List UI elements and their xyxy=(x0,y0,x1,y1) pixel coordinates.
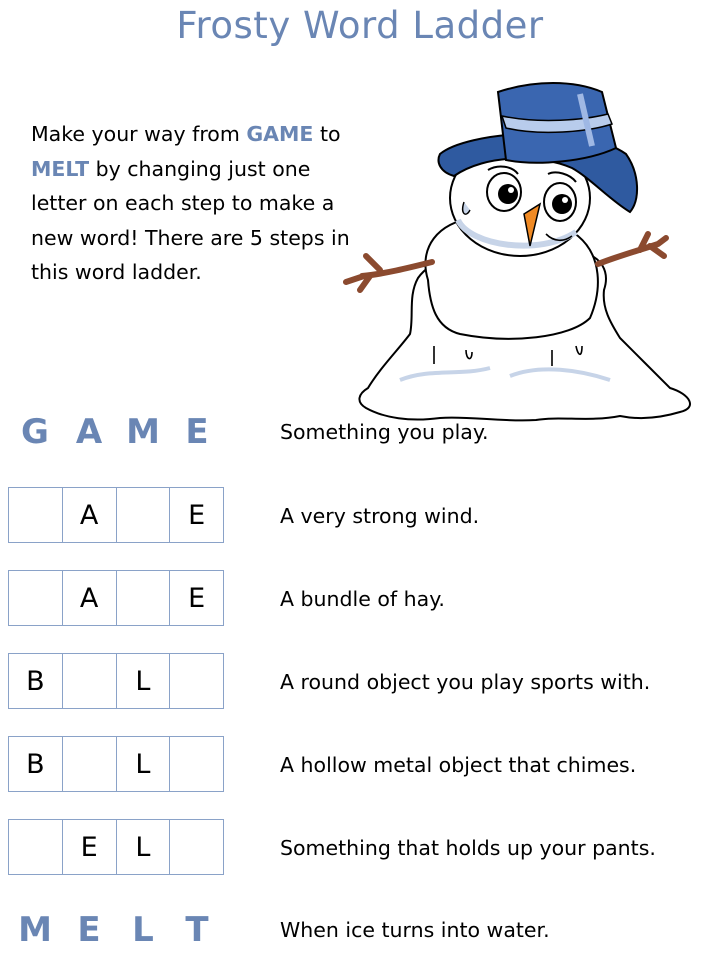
right-eye-glint xyxy=(562,197,568,203)
instructions-text-3: by changing just one letter on each step to make a new word! There are 5 steps in this word ladder. xyxy=(31,156,350,284)
start-letter: E xyxy=(185,412,209,452)
letter-box[interactable] xyxy=(117,571,171,625)
clue-5: Something that holds up your pants. xyxy=(280,836,656,860)
page-title: Frosty Word Ladder xyxy=(176,4,544,47)
letter-box[interactable] xyxy=(63,737,117,791)
end-letter: M xyxy=(18,910,52,950)
letter-box[interactable]: B xyxy=(9,654,63,708)
end-letter: E xyxy=(77,910,101,950)
letter-box[interactable]: A xyxy=(63,488,117,542)
letter-box[interactable] xyxy=(117,488,171,542)
letter-box[interactable] xyxy=(9,820,63,874)
letter-box[interactable] xyxy=(9,488,63,542)
start-word xyxy=(8,412,224,452)
letter-box[interactable]: L xyxy=(117,737,171,791)
letter-box[interactable] xyxy=(170,654,223,708)
instructions-text-1: Make your way from xyxy=(31,122,247,146)
ladder-row-3 xyxy=(8,653,224,709)
right-arm xyxy=(598,234,666,264)
melting-snowman-illustration xyxy=(340,50,696,426)
start-letter: G xyxy=(21,412,49,452)
left-eye-glint xyxy=(508,187,514,193)
end-letter: T xyxy=(185,910,209,950)
ladder-row-1 xyxy=(8,487,224,543)
letter-box[interactable]: B xyxy=(9,737,63,791)
end-word xyxy=(8,910,224,950)
letter-box[interactable]: E xyxy=(188,499,206,531)
instructions-text-2: to xyxy=(313,122,341,146)
letter-box[interactable]: L xyxy=(117,820,171,874)
start-clue: Something you play. xyxy=(280,420,489,444)
start-letter: A xyxy=(75,412,103,452)
clue-3: A round object you play sports with. xyxy=(280,670,651,694)
ladder-row-4 xyxy=(8,736,224,792)
letter-box[interactable] xyxy=(170,820,223,874)
ladder-row-2 xyxy=(8,570,224,626)
clue-2: A bundle of hay. xyxy=(280,587,445,611)
letter-box[interactable]: A xyxy=(63,571,117,625)
start-letter: M xyxy=(126,412,160,452)
clue-1: A very strong wind. xyxy=(280,504,480,528)
end-clue: When ice turns into water. xyxy=(280,918,550,942)
letter-box[interactable]: L xyxy=(117,654,171,708)
right-pupil xyxy=(552,194,572,214)
left-pupil xyxy=(498,184,518,204)
letter-box[interactable] xyxy=(9,571,63,625)
instructions xyxy=(31,117,351,290)
letter-box[interactable]: E xyxy=(188,582,206,614)
letter-box[interactable]: E xyxy=(63,820,117,874)
letter-box[interactable] xyxy=(63,654,117,708)
end-word-highlight: MELT xyxy=(31,156,90,181)
end-letter: L xyxy=(132,910,154,950)
ladder-row-5 xyxy=(8,819,224,875)
clue-4: A hollow metal object that chimes. xyxy=(280,753,637,777)
start-word-highlight: GAME xyxy=(246,122,314,146)
letter-box[interactable] xyxy=(170,737,223,791)
